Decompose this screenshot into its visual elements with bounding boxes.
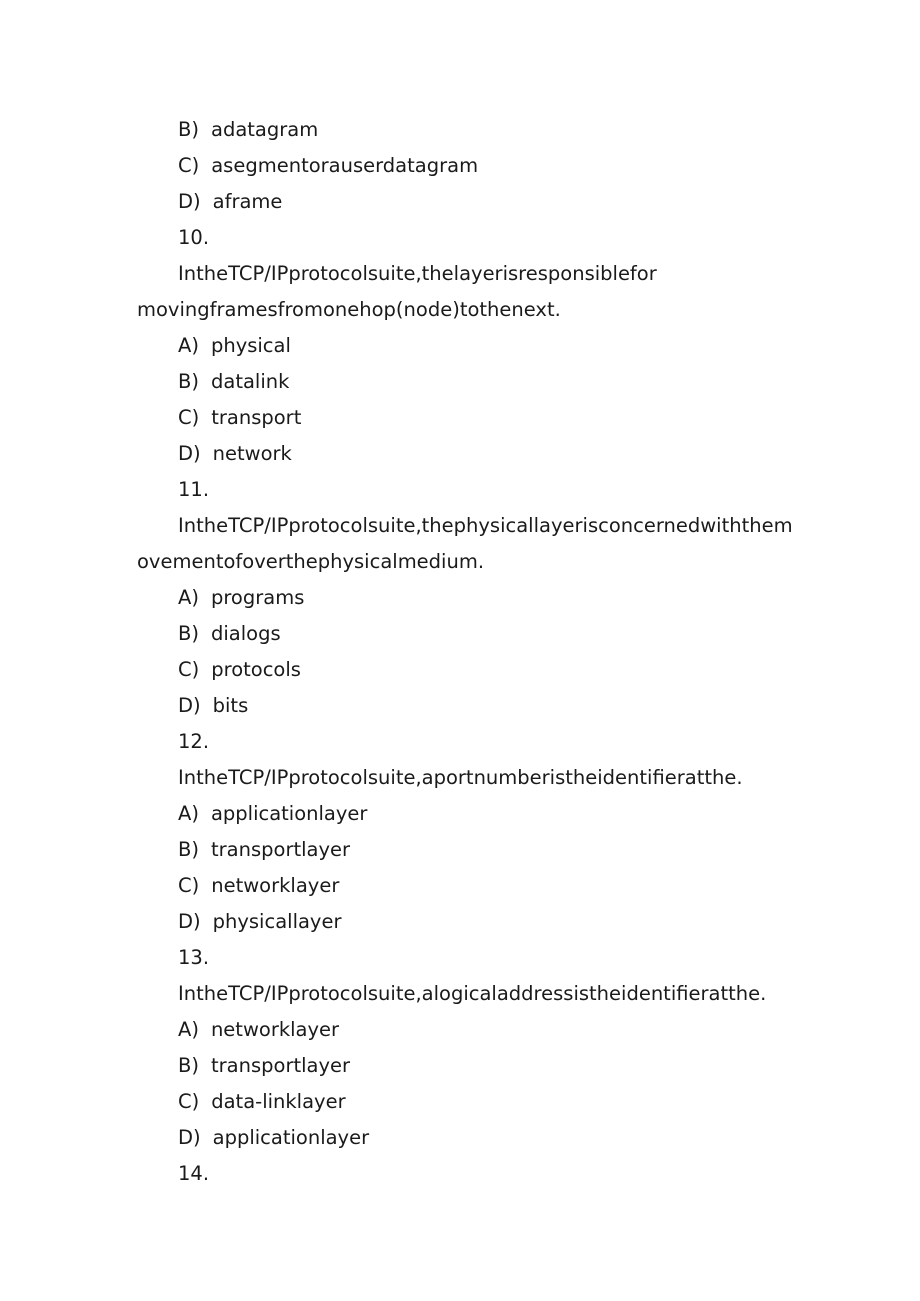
option-item	[178, 796, 367, 832]
question-number: 10.	[178, 226, 210, 249]
option-label: B)	[178, 838, 199, 861]
option-item	[178, 904, 342, 940]
option-text: transportlayer	[211, 838, 351, 861]
question-text: IntheTCP/IPprotocolsuite,thephysicallayerisconcernedwiththem	[178, 514, 793, 537]
option-label: C)	[178, 874, 200, 897]
option-text: network	[212, 442, 292, 465]
option-item	[178, 832, 350, 868]
option-item	[178, 652, 301, 688]
question-text: IntheTCP/IPprotocolsuite,thelayerisresponsiblefor	[178, 262, 657, 285]
option-item	[178, 112, 318, 148]
option-text: aframe	[212, 190, 283, 213]
option-label: B)	[178, 622, 199, 645]
option-text: programs	[210, 586, 305, 609]
option-text: transportlayer	[211, 1054, 351, 1077]
option-item	[178, 580, 304, 616]
option-text: dialogs	[211, 622, 281, 645]
option-text: networklayer	[211, 874, 340, 897]
option-label: D)	[178, 190, 201, 213]
option-item	[178, 436, 292, 472]
option-item	[178, 148, 478, 184]
option-label: D)	[178, 442, 201, 465]
option-text: physical	[210, 334, 291, 357]
option-label: C)	[178, 1090, 200, 1113]
option-item	[178, 1084, 346, 1120]
option-label: B)	[178, 118, 199, 141]
option-item	[178, 400, 301, 436]
question-text: IntheTCP/IPprotocolsuite,aportnumberistheidentifieratthe.	[178, 766, 743, 789]
option-text: asegmentorauserdatagram	[211, 154, 479, 177]
option-label: A)	[178, 586, 199, 609]
question-number: 13.	[178, 946, 210, 969]
option-text: bits	[212, 694, 249, 717]
question-number: 11.	[178, 478, 210, 501]
option-text: transport	[211, 406, 302, 429]
option-text: data-linklayer	[211, 1090, 346, 1113]
option-item	[178, 1120, 369, 1156]
option-text: networklayer	[210, 1018, 340, 1041]
option-label: C)	[178, 406, 200, 429]
question-text-continued: ovementofoverthephysicalmedium.	[137, 550, 485, 573]
option-text: datalink	[211, 370, 290, 393]
option-item	[178, 184, 282, 220]
question-number: 14.	[178, 1162, 210, 1185]
question-text: IntheTCP/IPprotocolsuite,alogicaladdressistheidentifieratthe.	[178, 982, 767, 1005]
option-label: C)	[178, 658, 200, 681]
option-label: C)	[178, 154, 200, 177]
option-item	[178, 616, 281, 652]
option-label: D)	[178, 1126, 201, 1149]
question-number: 12.	[178, 730, 210, 753]
option-item	[178, 328, 291, 364]
option-item	[178, 868, 339, 904]
option-label: A)	[178, 1018, 199, 1041]
option-text: applicationlayer	[210, 802, 368, 825]
option-item	[178, 1012, 339, 1048]
option-text: applicationlayer	[212, 1126, 370, 1149]
option-text: adatagram	[211, 118, 319, 141]
option-item	[178, 1048, 350, 1084]
option-label: D)	[178, 910, 201, 933]
option-label: D)	[178, 694, 201, 717]
option-label: B)	[178, 370, 199, 393]
option-label: A)	[178, 802, 199, 825]
option-item	[178, 364, 289, 400]
option-item	[178, 688, 248, 724]
question-text-continued: movingframesfromonehop(node)tothenext.	[137, 298, 561, 321]
option-label: A)	[178, 334, 199, 357]
option-text: protocols	[211, 658, 301, 681]
option-text: physicallayer	[212, 910, 342, 933]
option-label: B)	[178, 1054, 199, 1077]
